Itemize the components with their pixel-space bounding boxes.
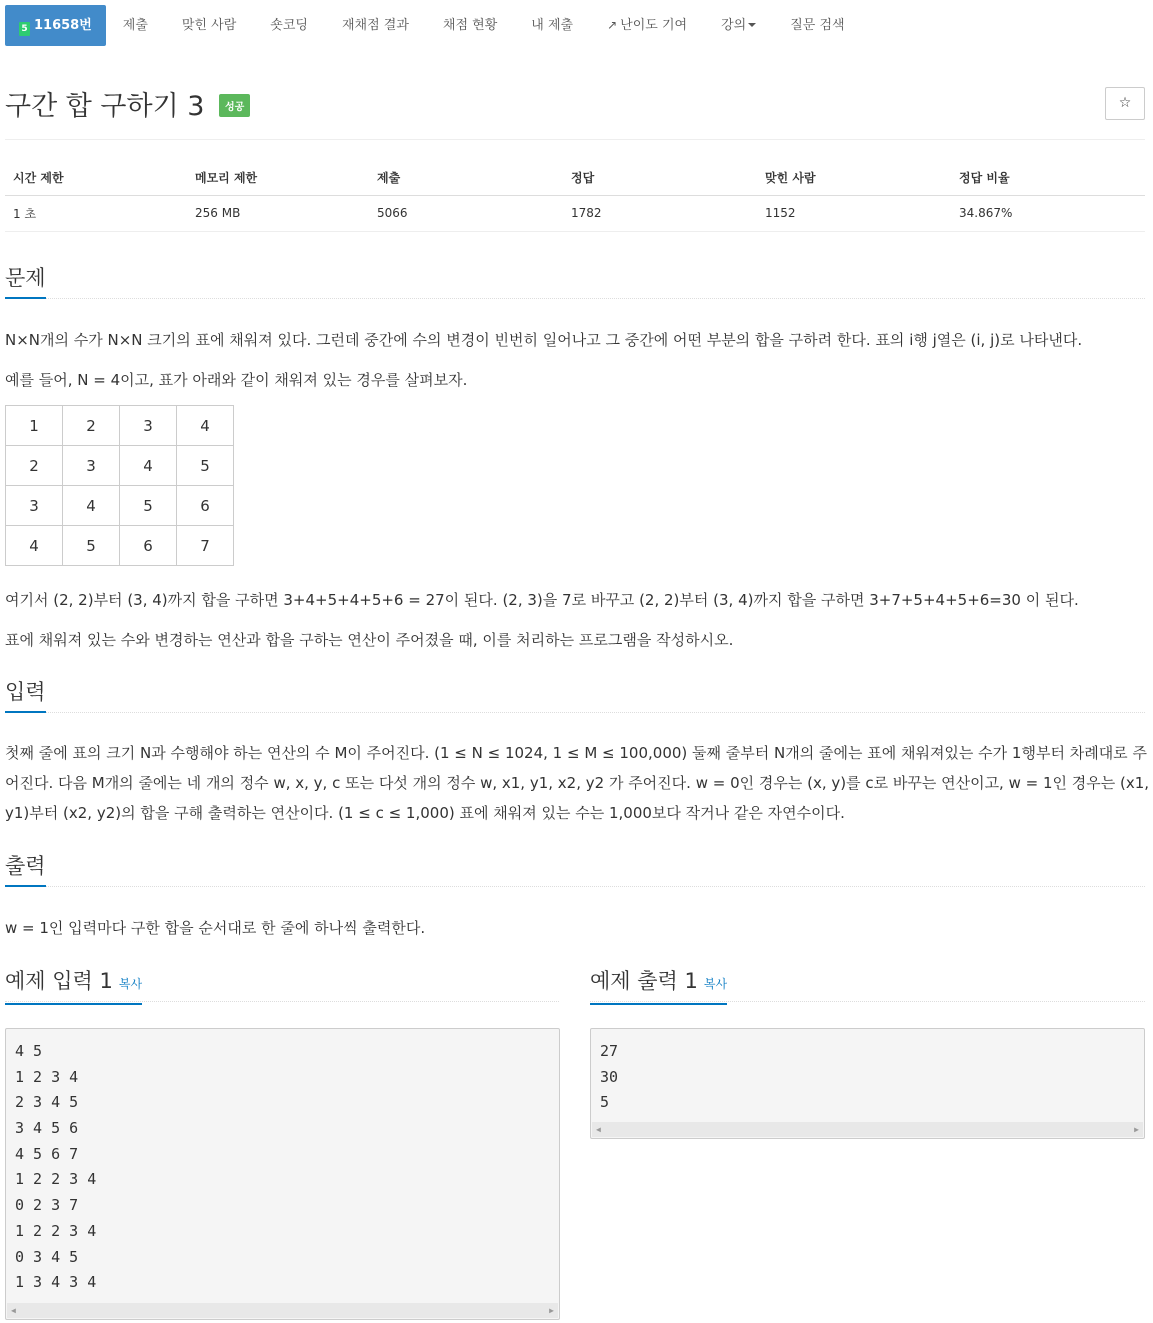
problem-info-table [5,160,1145,232]
copy-sample-output-button[interactable]: 복사 [703,977,728,991]
nav-difficulty-contribution[interactable] [590,5,704,46]
grid-cell: 5 [177,446,234,486]
scroll-left-icon[interactable]: ◀ [11,1306,16,1315]
sample-output-header [590,968,1145,1002]
sample-input-box[interactable] [5,1028,560,1320]
memory-limit-value: 256 MB [187,195,369,231]
sample-input-line: 0 2 3 7 [15,1196,79,1215]
grid-cell: 4 [120,446,177,486]
header-submissions: 제출 [369,160,563,195]
grid-row [6,446,234,486]
sample-output-line: 27 [600,1042,619,1060]
difficulty-contribution-label: 난이도 기여 [620,18,688,33]
sample-output-line: 30 [600,1067,619,1086]
external-link-icon: ↗ [607,18,618,32]
star-icon: ☆ [1118,95,1132,111]
grid-row [6,406,234,446]
sample-input-line: 2 3 4 5 [15,1093,79,1112]
input-section-header [5,679,1145,713]
sample-input-scrollbar[interactable] [7,1303,558,1318]
problem-section-title: 문제 [5,265,46,299]
header-time-limit: 시간 제한 [5,160,187,195]
accept-ratio-value: 34.867% [951,195,1145,231]
grid-cell: 1 [6,406,63,446]
sample-output-line: 5 [600,1093,610,1112]
sample-output-label: 예제 출력 1 [590,969,698,993]
nav-rejudge-results[interactable]: 재채점 결과 [341,18,409,33]
scroll-right-icon[interactable]: ▶ [549,1306,554,1315]
problem-section-header [5,265,1145,299]
sample-input-line: 1 2 3 4 [15,1067,79,1086]
grid-row [6,526,234,566]
grid-cell: 3 [63,446,120,486]
sample-input-line: 1 2 2 3 4 [15,1221,97,1240]
grid-cell: 2 [63,406,120,446]
lectures-label: 강의 [721,18,747,33]
grid-cell: 6 [177,486,234,526]
output-section-header [5,853,1145,887]
sample-input-line: 0 3 4 5 [15,1247,79,1266]
grid-cell: 5 [120,486,177,526]
problem-description-2: 예를 들어, N = 4이고, 표가 아래와 같이 채워져 있는 경우를 살펴보자. [5,371,468,389]
nav-solved-users[interactable]: 맞힌 사람 [181,18,237,33]
nav-lectures-dropdown[interactable] [704,5,773,46]
tier-5-icon: 5 [19,22,30,36]
nav-problem-number[interactable] [5,5,106,46]
solved-users-value: 1152 [757,195,951,231]
header-solved-users: 맞힌 사람 [757,160,951,195]
nav-short-coding[interactable]: 숏코딩 [270,18,308,33]
sample-input-line: 1 3 4 3 4 [15,1273,97,1292]
table-header-row [5,160,1145,195]
grid-cell: 5 [63,526,120,566]
grid-row [6,486,234,526]
grid-cell: 3 [6,486,63,526]
sample-input-title [5,968,142,1005]
sample-input-header [5,968,559,1002]
title-row [5,82,1145,140]
grid-cell: 2 [6,446,63,486]
problem-description-3: 여기서 (2, 2)부터 (3, 4)까지 합을 구하면 3+4+5+4+5+6 = 27이 된다. (2, 3)을 7로 바꾸고 (2, 2)부터 (3, 4)까지 합을 구하면 3+7+5+4+5+6=30 이 된다. [5,591,1079,609]
table-row [5,195,1145,231]
accepted-value: 1782 [563,195,757,231]
header-memory-limit: 메모리 제한 [187,160,369,195]
grid-cell: 7 [177,526,234,566]
time-limit-value: 1 초 [5,195,187,231]
output-description: w = 1인 입력마다 구한 합을 순서대로 한 줄에 하나씩 출력한다. [5,919,426,937]
nav-question-search[interactable]: 질문 검색 [790,18,845,33]
problem-title: 구간 합 구하기 3 [5,91,205,122]
scroll-left-icon[interactable]: ◀ [596,1125,601,1134]
input-description: 첫째 줄에 표의 크기 N과 수행해야 하는 연산의 수 M이 주어진다. (1 ≤ N ≤ 1024, 1 ≤ M ≤ 100,000) 둘째 줄부터 N개의 줄에는 표에 채워져있는 수가 1행부터 차례대로 주어진다. 다음 M개의 줄에는 네 개의 정수 w, x, y, c 또는 다섯 개의 정수 w, x1, y1, x2, y2 가 주어진다. w = 0인 경우는 (x, y)를 c로 바꾸는 연산이고, w = 1인 경우는 (x1, y1)부터 (x2, y2)의 합을 구해 출력하는 연산이다. (1 ≤ c ≤ 1,000) 표에 채워져 있는 수는 1,000보다 작거나 같은 자연수이다. [5,744,1150,822]
page-title [5,84,250,123]
grid-cell: 6 [120,526,177,566]
caret-down-icon [748,23,756,27]
sample-input-label: 예제 입력 1 [5,969,113,993]
status-badge: 성공 [219,94,250,117]
grid-cell: 4 [63,486,120,526]
sample-output-scrollbar[interactable] [592,1122,1143,1137]
problem-description-4: 표에 채워져 있는 수와 변경하는 연산과 합을 구하는 연산이 주어졌을 때, 이를 처리하는 프로그램을 작성하시오. [5,631,734,649]
problem-number-label: 11658번 [34,18,92,33]
nav-my-submissions[interactable]: 내 제출 [531,18,574,33]
problem-description-1: N×N개의 수가 N×N 크기의 표에 채워져 있다. 그런데 중간에 수의 변경이 빈번히 일어나고 그 중간에 어떤 부분의 합을 구하려 한다. 표의 i행 j열은 (i, j)로 나타낸다. [5,331,1083,349]
sample-output-box[interactable] [590,1028,1145,1139]
grid-cell: 3 [120,406,177,446]
nav-judge-status[interactable]: 채점 현황 [442,18,498,33]
header-accepted: 정답 [563,160,757,195]
grid-cell: 4 [177,406,234,446]
sample-output-title [590,968,727,1005]
grid-cell: 4 [6,526,63,566]
favorite-star-button[interactable] [1105,87,1145,120]
submissions-value: 5066 [369,195,563,231]
input-section-title: 입력 [5,679,46,713]
example-grid [5,405,234,566]
nav-submit[interactable]: 제출 [122,18,148,33]
sample-input-line: 4 5 [15,1042,43,1060]
sample-input-line: 4 5 6 7 [15,1144,79,1163]
copy-sample-input-button[interactable]: 복사 [118,977,143,991]
problem-nav [5,5,1145,46]
sample-input-line: 1 2 2 3 4 [15,1170,97,1189]
output-section-title: 출력 [5,853,46,887]
sample-input-line: 3 4 5 6 [15,1119,79,1138]
scroll-right-icon[interactable]: ▶ [1134,1125,1139,1134]
header-accept-ratio: 정답 비율 [951,160,1145,195]
